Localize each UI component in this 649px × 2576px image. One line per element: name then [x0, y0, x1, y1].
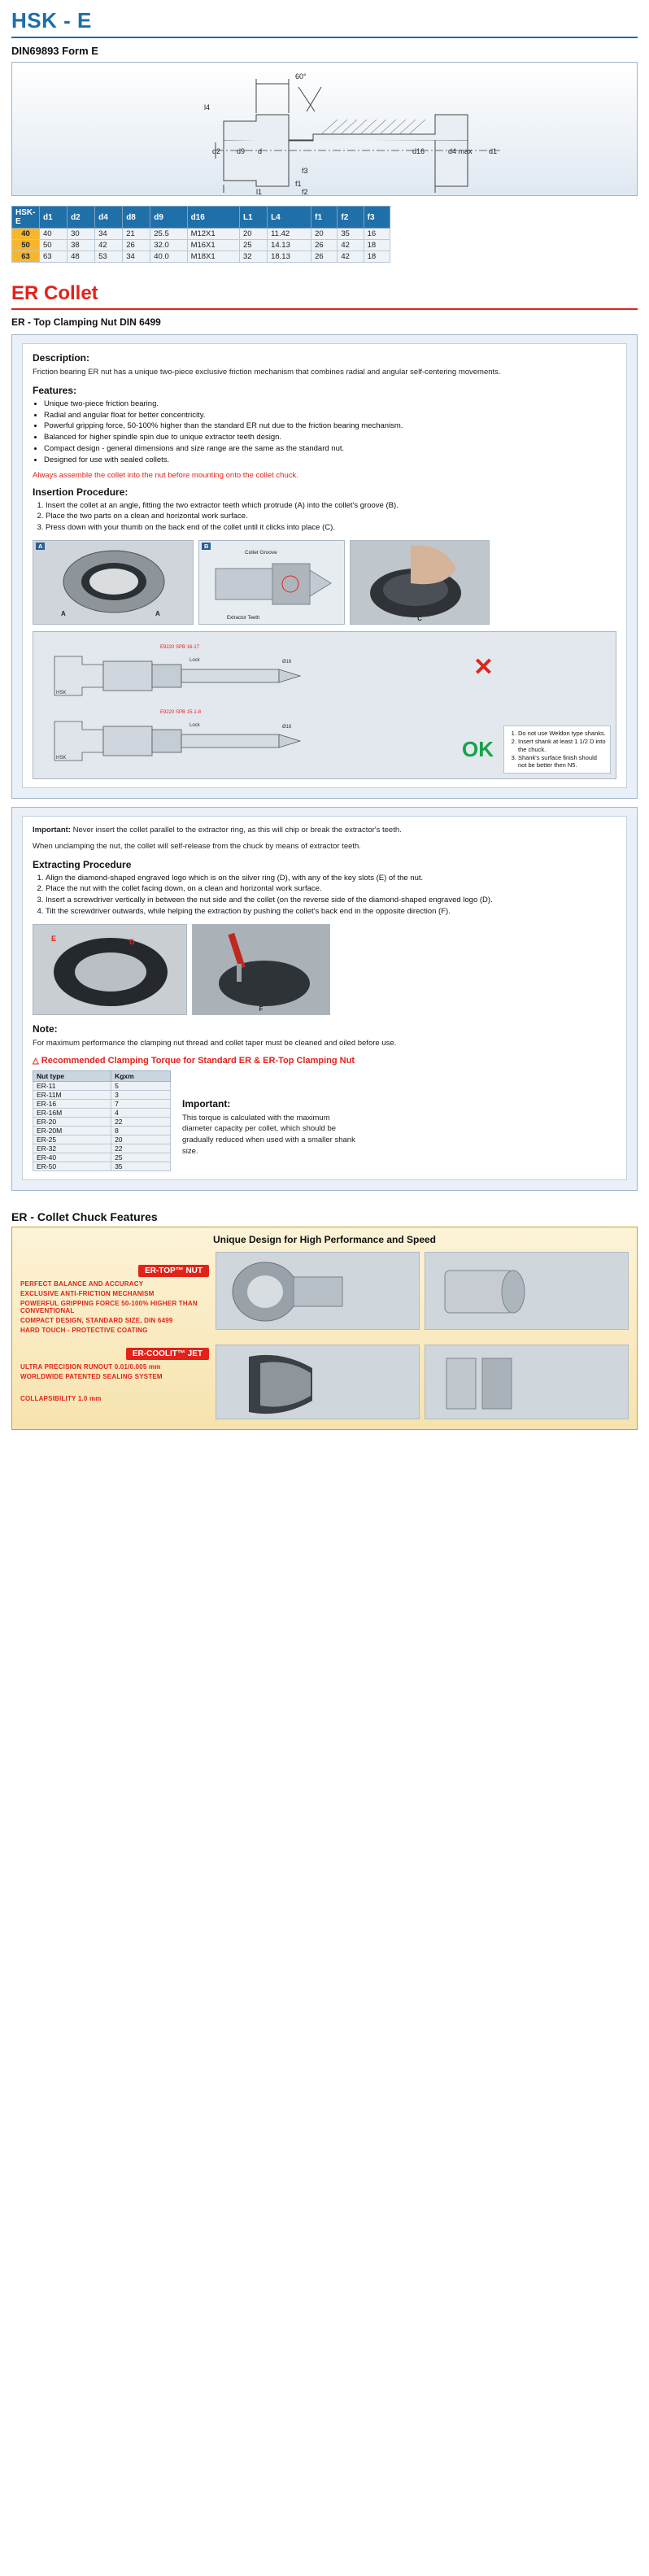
hsk-drawing-svg: [12, 63, 637, 195]
cell: 42: [338, 251, 364, 263]
cell: ER-20: [33, 1117, 111, 1126]
svg-text:Extractor Teeth: Extractor Teeth: [227, 616, 260, 621]
photo-collet-c: [350, 540, 490, 625]
feature-line: ULTRA PRECISION RUNOUT 0.01/0.005 mm: [20, 1362, 161, 1371]
svg-text:Ø16: Ø16: [282, 660, 292, 665]
cell: ER-40: [33, 1153, 111, 1162]
cell: 50: [12, 240, 40, 251]
svg-text:E: E: [51, 934, 57, 943]
cell: 25: [111, 1153, 171, 1162]
photo-a-illustration: [33, 541, 194, 625]
torque-important-block: [182, 1067, 357, 1157]
col-d8: d8: [123, 207, 150, 229]
svg-text:A: A: [61, 610, 66, 618]
important-text-2: When unclamping the nut, the collet will self-release from the chuck by means of extractor teeth.: [33, 841, 361, 851]
cell: ER-11: [33, 1081, 111, 1090]
list-item: 3. Press down with your thumb on the back end of the collet until it clicks into place (C).: [46, 523, 616, 534]
cell: 42: [95, 240, 123, 251]
table-row: [12, 229, 390, 240]
photo-label-c: C: [417, 615, 422, 623]
cell: 26: [123, 240, 150, 251]
table-row: [33, 1162, 171, 1170]
cell: 63: [12, 251, 40, 263]
table-header-row: [33, 1070, 171, 1081]
chuck-bottom-row: [20, 1345, 629, 1419]
cell: 5: [111, 1081, 171, 1090]
feature-line: EXCLUSIVE ANTI-FRICTION MECHANISM: [20, 1289, 155, 1297]
col-d4: d4: [95, 207, 123, 229]
list-item: • Compact design - general dimensions and size range are the same as the standard nut.: [44, 444, 616, 455]
svg-text:d16: d16: [412, 147, 425, 155]
cell: 35: [338, 229, 364, 240]
title-divider: [11, 37, 638, 38]
description-text: Friction bearing ER nut has a unique two-piece exclusive friction mechanism that combines radial and angular self-centering movements.: [33, 368, 501, 377]
chuck-photo-assembly: [216, 1252, 420, 1330]
cell: 20: [111, 1135, 171, 1144]
table-row: [33, 1099, 171, 1108]
chuck-top-images: [216, 1252, 629, 1330]
col-nut-type: Nut type: [33, 1070, 111, 1081]
cell: 63: [40, 251, 68, 263]
torque-heading: Recommended Clamping Torque for Standard ER & ER-Top Clamping Nut: [41, 1055, 355, 1066]
collet-photo: [216, 1345, 420, 1419]
col-d1: d1: [40, 207, 68, 229]
svg-text:D: D: [129, 937, 135, 946]
cell: 25.5: [150, 229, 187, 240]
feature-line: WORLDWIDE PATENTED SEALING SYSTEM: [20, 1372, 163, 1380]
list-item: • Unique two-piece friction bearing.: [44, 399, 616, 410]
col-l4: L4: [268, 207, 311, 229]
feature-line: POWERFUL GRIPPING FORCE 50-100% HIGHER THAN CONVENTIONAL: [20, 1299, 198, 1314]
list-item: • Radial and angular float for better concentricity.: [44, 411, 616, 421]
cell: M16X1: [187, 240, 239, 251]
svg-text:l4: l4: [204, 103, 211, 111]
chuck-feature-panel: [11, 1227, 638, 1430]
chuck-bottom-images: [216, 1345, 629, 1419]
svg-text:d4 max: d4 max: [448, 147, 473, 155]
col-kgxm: Kgxm: [111, 1070, 171, 1081]
cell: 18: [364, 240, 390, 251]
table-row: [33, 1153, 171, 1162]
cell: ER-32: [33, 1144, 111, 1153]
svg-text:f2: f2: [302, 188, 308, 195]
chuck-assembly-illustration: [216, 1253, 419, 1331]
diagram-notes-card: [503, 726, 611, 774]
photo-extract-e: [33, 924, 187, 1015]
list-item: 2. Place the two parts on a clean and horizontal work surface.: [46, 512, 616, 522]
table-row: [33, 1117, 171, 1126]
torque-row: [33, 1067, 616, 1171]
torque-important-heading: Important:: [182, 1097, 231, 1109]
cell: 7: [111, 1099, 171, 1108]
col-d2: d2: [68, 207, 95, 229]
svg-text:Lock: Lock: [189, 723, 200, 729]
cell: ER-11M: [33, 1090, 111, 1099]
chuck-panel-title: Unique Design for High Performance and Speed: [212, 1233, 437, 1245]
er-section-title: ER Collet: [11, 282, 98, 304]
chuck-photo-nut: [425, 1252, 629, 1330]
description-heading: Description:: [33, 352, 90, 364]
svg-text:l1: l1: [256, 188, 263, 195]
cell: 32: [240, 251, 268, 263]
warning-text: Always assemble the collet into the nut before mounting onto the collet chuck.: [33, 470, 298, 480]
cell: 50: [40, 240, 68, 251]
hsk-technical-drawing: [11, 62, 638, 196]
cell: ER-16M: [33, 1108, 111, 1117]
chuck-top-features: [20, 1252, 209, 1336]
feature-line: COMPACT DESIGN, STANDARD SIZE, DIN 6499: [20, 1316, 173, 1324]
cell: 38: [68, 240, 95, 251]
feature-line: COLLAPSIBILITY 1.0 mm: [20, 1394, 102, 1402]
svg-text:Lock: Lock: [189, 658, 200, 664]
table-row: [33, 1144, 171, 1153]
cell: 21: [123, 229, 150, 240]
er-extracting-panel: [11, 807, 638, 1191]
torque-important-text: This torque is calculated with the maximum diameter capacity per collet, which should be gradually reduced when used with a smaller shank size.: [182, 1113, 355, 1156]
er-title-divider: [11, 308, 638, 310]
table-row: [33, 1090, 171, 1099]
cell: 22: [111, 1144, 171, 1153]
col-f2: f2: [338, 207, 364, 229]
photo-label-f: F: [259, 1005, 264, 1013]
photo-tag-b: B: [202, 543, 211, 550]
table-row: [33, 1108, 171, 1117]
svg-text:d1: d1: [489, 147, 498, 155]
list-item: • Designed for use with sealed collets.: [44, 455, 616, 466]
extracting-photo-row: [33, 924, 616, 1015]
cell: 35: [111, 1162, 171, 1170]
col-d9: d9: [150, 207, 187, 229]
cell: ER-50: [33, 1162, 111, 1170]
svg-text:f3: f3: [302, 167, 308, 175]
feature-line: HARD TOUCH - PROTECTIVE COATING: [20, 1326, 148, 1334]
cell: 42: [338, 240, 364, 251]
collet-illustration: [216, 1345, 419, 1420]
cell: 14.13: [268, 240, 311, 251]
svg-text:E9220 SPB 15-1-8: E9220 SPB 15-1-8: [160, 710, 202, 716]
cell: 34: [95, 229, 123, 240]
page-title: HSK - E: [11, 8, 92, 33]
list-item: 4. Tilt the screwdriver outwards, while helping the extraction by pushing the collet's back end in the opposite direction (F).: [46, 907, 616, 918]
cell: ER-25: [33, 1135, 111, 1144]
features-list: [44, 399, 616, 466]
cross-icon: ✕: [473, 654, 494, 682]
cell: 40: [12, 229, 40, 240]
note-text: For maximum performance the clamping nut thread and collet taper must be cleaned and oiled before use.: [33, 1038, 397, 1048]
er-subtitle: ER - Top Clamping Nut DIN 6499: [11, 316, 161, 328]
svg-text:HSK: HSK: [56, 756, 67, 761]
hsk-spec-table: [11, 206, 390, 263]
list-item: 3. Insert a screwdriver vertically in between the nut side and the collet (on the reverse side of the diamond-shaped engraved logo (D).: [46, 896, 616, 906]
table-row: [12, 251, 390, 263]
photo-collet-b: [198, 540, 345, 625]
svg-text:60°: 60°: [295, 72, 307, 81]
photo-tag-a: A: [36, 543, 45, 550]
hsk-subtitle: DIN69893 Form E: [11, 45, 98, 57]
insertion-heading: Insertion Procedure:: [33, 486, 128, 498]
important-heading: Important:: [33, 826, 71, 835]
cell: 8: [111, 1126, 171, 1135]
cell: 53: [95, 251, 123, 263]
list-item: 1. Align the diamond-shaped engraved logo which is on the silver ring (D), with any of the key slots (E) of the nut.: [46, 874, 616, 884]
shank-usage-diagram: [33, 631, 616, 779]
collet-section-photo: [425, 1345, 629, 1419]
cell: 34: [123, 251, 150, 263]
cell: M18X1: [187, 251, 239, 263]
list-item: 1. Insert the collet at an angle, fitting the two extractor teeth which protrude (A) into the collet's groove (B).: [46, 501, 616, 512]
cell: M12X1: [187, 229, 239, 240]
cell: 20: [240, 229, 268, 240]
feature-line: PERFECT BALANCE AND ACCURACY: [20, 1279, 144, 1288]
cell: 18.13: [268, 251, 311, 263]
er-coolit-jet-badge: ER-COOLIT™ JET: [126, 1348, 209, 1360]
cell: 20: [311, 229, 338, 240]
insertion-steps-list: [46, 501, 616, 534]
list-item: 2. Place the nut with the collet facing down, on a clean and horizontal work surface.: [46, 884, 616, 895]
er-description-card: [22, 343, 627, 788]
photo-b-illustration: [199, 541, 345, 625]
list-item: 3. Shank's surface finish should not be better then N5.: [518, 754, 606, 770]
torque-table: [33, 1070, 171, 1171]
col-d16: d16: [187, 207, 239, 229]
table-row: [33, 1081, 171, 1090]
photo-c-illustration: [351, 541, 490, 625]
svg-text:Collet Groove: Collet Groove: [245, 550, 277, 556]
cell: 30: [68, 229, 95, 240]
shank-diagram-svg: [38, 637, 494, 775]
col-hsk-e: HSK-E: [12, 207, 40, 229]
cell: ER-16: [33, 1099, 111, 1108]
list-item: • Powerful gripping force, 50-100% higher than the standard ER nut due to the friction bearing mechanism.: [44, 421, 616, 432]
col-f1: f1: [311, 207, 338, 229]
cell: 26: [311, 240, 338, 251]
cell: ER-20M: [33, 1126, 111, 1135]
table-row: [12, 240, 390, 251]
svg-text:f1: f1: [295, 180, 302, 188]
important-block: [33, 825, 616, 836]
photo-f-illustration: [193, 925, 330, 1015]
cell: 18: [364, 251, 390, 263]
cell: 26: [311, 251, 338, 263]
cell: 22: [111, 1117, 171, 1126]
svg-text:Ø16: Ø16: [282, 725, 292, 730]
chuck-nut-illustration: [425, 1253, 628, 1331]
table-row: [33, 1135, 171, 1144]
chuck-bottom-features: [20, 1345, 209, 1405]
cell: 11.42: [268, 229, 311, 240]
warning-triangle-icon: △: [33, 1056, 39, 1066]
col-l1: L1: [240, 207, 268, 229]
er-top-nut-badge: ER-TOP™ NUT: [138, 1265, 209, 1277]
er-description-panel: [11, 334, 638, 799]
svg-text:d9: d9: [237, 147, 246, 155]
cell: 3: [111, 1090, 171, 1099]
features-heading: Features:: [33, 384, 77, 396]
svg-text:A: A: [155, 610, 160, 618]
collet-section-illustration: [425, 1345, 628, 1420]
cell: 25: [240, 240, 268, 251]
photo-extract-f: [192, 924, 330, 1015]
list-item: • Balanced for higher spindle spin due to unique extractor teeth design.: [44, 433, 616, 443]
chuck-top-row: [20, 1252, 629, 1336]
photo-e-illustration: [33, 925, 187, 1015]
torque-heading-row: [33, 1056, 616, 1066]
cell: 40.0: [150, 251, 187, 263]
cell: 4: [111, 1108, 171, 1117]
list-item: 2. Insert shank at least 1 1/2 D into the chuck.: [518, 738, 606, 754]
cell: 32.0: [150, 240, 187, 251]
important-text-1: Never insert the collet parallel to the extractor ring, as this will chip or break the extractor's teeth.: [72, 826, 402, 835]
list-item: 1. Do not use Weldon type shanks.: [518, 730, 606, 738]
er-extracting-card: [22, 816, 627, 1180]
svg-text:d2: d2: [212, 147, 221, 155]
ok-label: OK: [462, 737, 494, 762]
table-header-row: [12, 207, 390, 229]
cell: 16: [364, 229, 390, 240]
insertion-photo-row: [33, 540, 616, 625]
extracting-steps-list: [46, 874, 616, 918]
cell: 40: [40, 229, 68, 240]
chuck-section-title: ER - Collet Chuck Features: [11, 1210, 158, 1223]
note-heading: Note:: [33, 1022, 58, 1035]
col-f3: f3: [364, 207, 390, 229]
svg-text:E9220 SPB 16-17: E9220 SPB 16-17: [160, 645, 200, 651]
diagram-notes-list: [518, 730, 606, 769]
table-row: [33, 1126, 171, 1135]
svg-text:HSK: HSK: [56, 691, 67, 696]
extracting-heading: Extracting Procedure: [33, 858, 132, 870]
cell: 48: [68, 251, 95, 263]
photo-collet-a: [33, 540, 194, 625]
svg-text:d: d: [258, 147, 263, 155]
